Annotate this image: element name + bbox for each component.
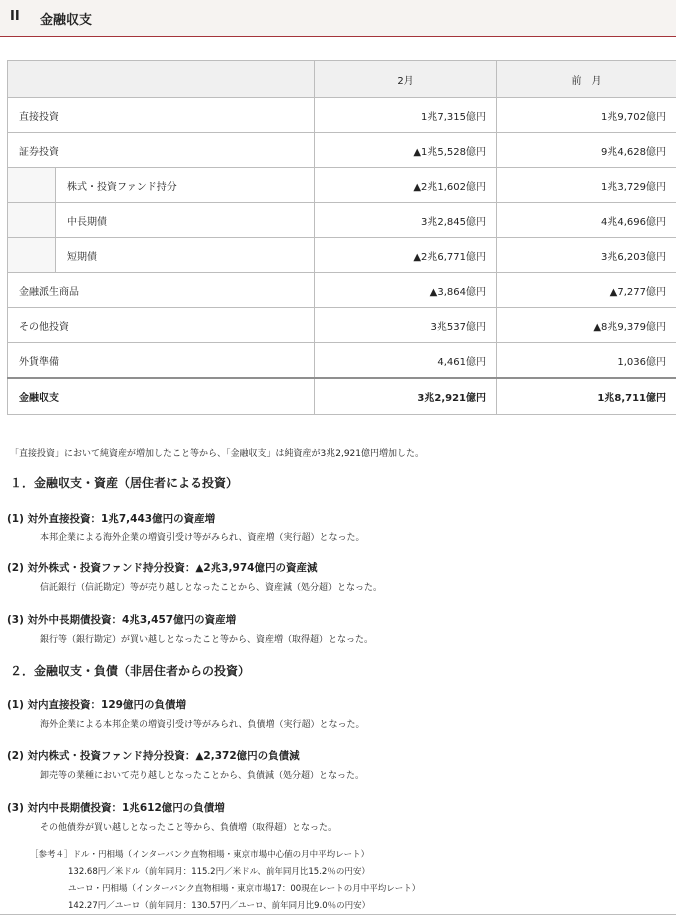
table-row: [8, 308, 676, 343]
reference-title: ［参考４］ドル・円相場（インターバンク直物相場・東京市場中心値の月中平均レート）: [30, 850, 370, 860]
indent-cell: [8, 168, 56, 203]
total-value-previous: 1兆8,711億円: [497, 378, 676, 415]
column-header-previous: 前 月: [497, 61, 676, 98]
row-value-current: 1兆7,315億円: [315, 98, 497, 133]
row-value-previous: 3兆6,203億円: [497, 238, 676, 273]
row-value-previous: 1,036億円: [497, 343, 676, 379]
row-value-current: ▲3,864億円: [315, 273, 497, 308]
section1-item1-text: 本邦企業による海外企業の増資引受け等がみられ、資産増（実行超）となった。: [40, 533, 365, 543]
section-number: II: [10, 9, 20, 24]
row-label: 中長期債: [56, 203, 315, 238]
total-value-current: 3兆2,921億円: [315, 378, 497, 415]
row-value-current: 3兆2,845億円: [315, 203, 497, 238]
row-label: 株式・投資ファンド持分: [56, 168, 315, 203]
total-row: [8, 378, 676, 415]
section2-item2-text: 卸売等の業種において売り越しとなったことから、負債減（処分超）となった。: [40, 771, 365, 781]
section1-item2-text: 信託銀行（信託勘定）等が売り越しとなったことから、資産減（処分超）となった。: [40, 583, 383, 593]
table-row: [8, 133, 676, 168]
row-label: 短期債: [56, 238, 315, 273]
row-value-current: ▲1兆5,528億円: [315, 133, 497, 168]
section1-item3-heading: (3) 対外中長期債投資：4兆3,457億円の資産増: [7, 614, 237, 626]
row-label: 証券投資: [8, 133, 315, 168]
table-row: [8, 273, 676, 308]
section2-item2-heading: (2) 対内株式・投資ファンド持分投資：▲2,372億円の負債減: [7, 750, 300, 762]
row-value-current: ▲2兆6,771億円: [315, 238, 497, 273]
row-label: 外貨準備: [8, 343, 315, 379]
column-header-current: 2月: [315, 61, 497, 98]
row-value-previous: ▲7,277億円: [497, 273, 676, 308]
section1-item3-text: 銀行等（銀行勘定）が買い越しとなったこと等から、資産増（取得超）となった。: [40, 635, 374, 645]
row-value-previous: 9兆4,628億円: [497, 133, 676, 168]
summary-text: 「直接投資」において純資産が増加したこと等から、「金融収支」は純資産が3兆2,921億円増加した。: [10, 449, 424, 459]
table-header-blank: [8, 61, 315, 98]
row-value-previous: ▲8兆9,379億円: [497, 308, 676, 343]
section-title: 金融収支: [40, 13, 93, 28]
section2-item3-text: その他債券が買い越しとなったこと等から、負債増（取得超）となった。: [40, 823, 338, 833]
section1-item2-heading: (2) 対外株式・投資ファンド持分投資：▲2兆3,974億円の資産減: [7, 562, 318, 574]
section-header: [0, 0, 676, 37]
row-label: 金融派生商品: [8, 273, 315, 308]
row-value-current: 4,461億円: [315, 343, 497, 379]
section2-item1-text: 海外企業による本邦企業の増資引受け等がみられ、負債増（実行超）となった。: [40, 720, 365, 730]
table-row: [8, 168, 676, 203]
reference-line2: ユーロ・円相場（インターバンク直物相場・東京市場17：00現在レートの月中平均レート）: [68, 884, 421, 894]
table-row: [8, 98, 676, 133]
section2-title: ２．金融収支・負債（非居住者からの投資）: [10, 664, 251, 678]
row-value-previous: 1兆9,702億円: [497, 98, 676, 133]
bottom-divider: [0, 914, 676, 915]
section1-title: １．金融収支・資産（居住者による投資）: [10, 476, 239, 490]
row-label: その他投資: [8, 308, 315, 343]
row-label: 直接投資: [8, 98, 315, 133]
row-value-previous: 1兆3,729億円: [497, 168, 676, 203]
reference-line1: 132.68円／米ドル（前年同月：115.2円／米ドル、前年同月比15.2％の円安）: [68, 867, 370, 877]
table-row: [8, 238, 676, 273]
row-value-current: 3兆537億円: [315, 308, 497, 343]
section1-item1-heading: (1) 対外直接投資：1兆7,443億円の資産増: [7, 513, 216, 525]
table-header-row: [8, 61, 676, 98]
reference-line3: 142.27円／ユーロ（前年同月：130.57円／ユーロ、前年同月比9.0％の円安）: [68, 901, 371, 911]
section2-item1-heading: (1) 対内直接投資：129億円の負債増: [7, 699, 186, 711]
row-value-previous: 4兆4,696億円: [497, 203, 676, 238]
indent-cell: [8, 238, 56, 273]
table-row: [8, 343, 676, 379]
table-row: [8, 203, 676, 238]
row-value-current: ▲2兆1,602億円: [315, 168, 497, 203]
financial-account-table: [7, 60, 676, 415]
total-label: 金融収支: [8, 378, 315, 415]
indent-cell: [8, 203, 56, 238]
section2-item3-heading: (3) 対内中長期債投資：1兆612億円の負債増: [7, 802, 225, 814]
